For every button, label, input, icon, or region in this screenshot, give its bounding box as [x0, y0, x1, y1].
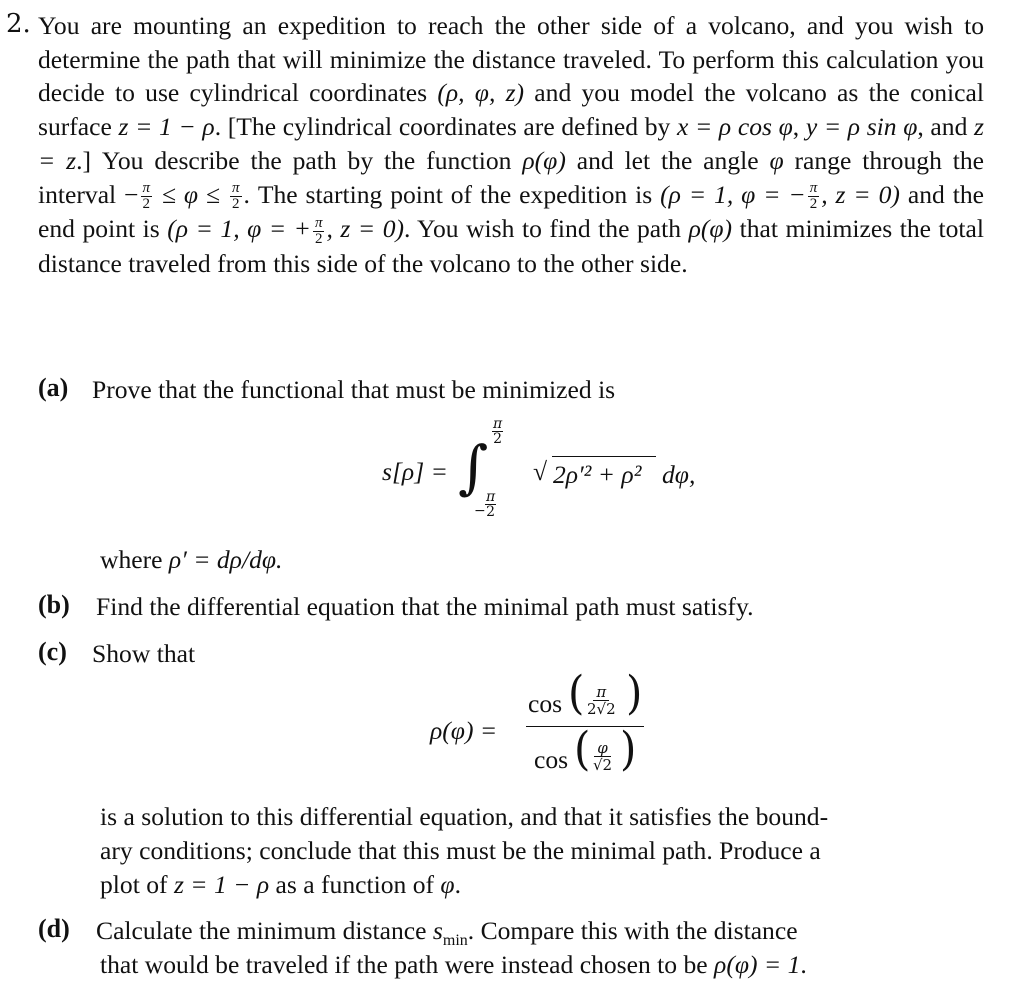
solution-lhs: ρ(φ) =: [430, 716, 498, 745]
part-c-text: Show that: [92, 639, 196, 668]
numerator-frac: $\frac{\pi}{2√2}$: [587, 683, 616, 718]
integral-sign: ∫: [458, 433, 489, 501]
part-a-text: Prove that the functional that must be minimized is: [92, 375, 616, 404]
sqrt-bar: [552, 456, 656, 457]
part-c-after-2: ary conditions; conclude that this must be the minimal path. Produce a: [100, 836, 821, 865]
part-b-text: Find the differential equation that the minimal path must satisfy.: [96, 592, 754, 621]
part-c-label: (c): [38, 637, 67, 666]
sqrt-sign: √: [533, 457, 548, 486]
cone-math: z = 1 − ρ: [118, 112, 215, 142]
radicand: 2ρ′² + ρ²: [553, 460, 642, 489]
part-d-label: (d): [38, 914, 70, 943]
part-c-after-3: plot of z = 1 − ρ as a function of φ.: [100, 870, 461, 899]
denominator-frac: $\frac{\varphi}{√2}$: [593, 739, 613, 774]
problem-number: 2.: [6, 9, 31, 39]
interval-upper-frac: $\frac{\pi}{2}$: [231, 180, 240, 213]
integral-upper-limit: π 2: [493, 416, 503, 447]
problem-intro: You are mounting an expedition to reach the other side of a volcano, and you wish to determine the path that will minimize the distance traveled. To perform this calculation you decide to use cylindrical coordinates (ρ, φ, z) and you model the volcano as the conical surface z = 1 − ρ. [The cylindrical coordinates are defined by x = ρ cos φ, y = ρ sin φ, and z = z.] You describe the path by the function ρ(φ) and let the angle φ range through the interval − $\frac{\pi}{2}$ ≤ φ ≤ $\frac{\pi}{2}$ . The starting point of the expedition is (ρ = 1, φ = − $\frac{\pi}{2}$ , z = 0) and the end point is (ρ = 1, φ = + $\frac{\pi}{2}$ , z = 0). You wish to find the path ρ(φ) that minimizes the total distance traveled from this side of the volcano to the other side.: [38, 11, 985, 278]
part-c-after-1: is a solution to this differential equation, and that it satisfies the bound-: [100, 802, 829, 831]
interval-lower-frac: $\frac{\pi}{2}$: [142, 180, 151, 213]
part-d-line1: Calculate the minimum distance $s_{min}$. Compare this with the distance: [96, 916, 798, 950]
where-line: where ρ′ = dρ/dφ.: [100, 545, 283, 574]
denominator-cos: cos: [534, 745, 569, 774]
part-d-line2: that would be traveled if the path were instead chosen to be ρ(φ) = 1.: [100, 950, 807, 979]
part-b-label: (b): [38, 590, 70, 619]
coords-math: (ρ, φ, z): [437, 78, 525, 108]
numerator-cos: cos: [528, 689, 563, 718]
part-a-label: (a): [38, 373, 69, 402]
problem-page: 2. You are mounting an expedition to reach the other side of a volcano, and you wish to determine the path that will minimize the distance traveled. To perform this calculation you decide to use cylindrical coordinates (ρ, φ, z) and you model the volcano as the conical surface z = 1 − ρ. [The cylindrical coordinates are defined by x = ρ cos φ, y = ρ sin φ, and z = z.] You describe the path by the function ρ(φ) and let the angle φ range through the interval − $\frac{\pi}{2}$ ≤ φ ≤ $\frac{\pi}{2}$ . The starting point of the expedition is (ρ = 1, φ = − $\frac{\pi}{2}$ , z = 0) and the end point is (ρ = 1, φ = + $\frac{\pi}{2}$ , z = 0). You wish to find the path ρ(φ) that minimizes the total distance traveled from this side of the volcano to the other side. (a) Prove that the functional that must be minimized is s[ρ] = ∫ π 2 − π 2 √ 2ρ′² + ρ² dφ, where ρ′ = dρ/dφ. (b) Find the differential equation that the minimal path must satisfy. (c) Show that ρ(φ) = cos ( $\frac{\pi}{2√2}$ ) cos ( $\frac{\varphi}{√2}$ ) is a solution to this differential equation, and that it satisfies the bound- ary conditions; conclude that this must be the minimal path. Produce a plot of z = 1 − ρ as a function of φ. (d) Calculate the minimum distance $s_{min}$. Compare this with the distance that would be traveled if the path were instead chosen to be ρ(φ) = 1.: [0, 0, 1024, 985]
functional-lhs: s[ρ] =: [382, 457, 448, 486]
dphi: dφ,: [662, 460, 696, 489]
